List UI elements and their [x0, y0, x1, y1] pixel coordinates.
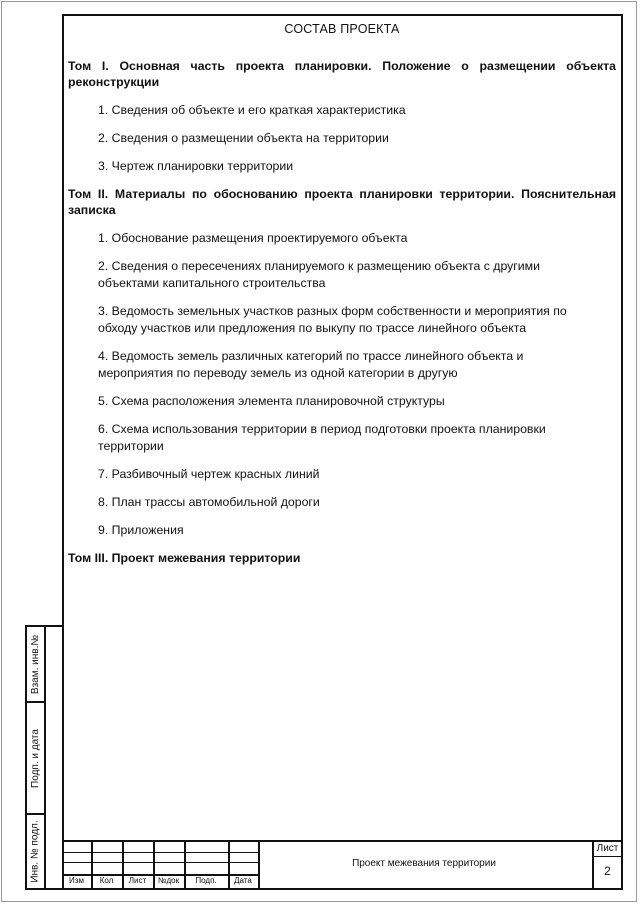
- stamp-header-izm: Изм: [69, 876, 84, 885]
- stamp-header-ndok: №док: [157, 876, 180, 885]
- volume-title: Том II. Материалы по обоснованию проекта планировки территории. Пояснительная записка: [68, 187, 616, 217]
- volume-title: Том I. Основная часть проекта планировки. Положение о размещении объекта реконструкции: [68, 59, 616, 89]
- side-label-inv: Инв. № подл.: [30, 820, 42, 883]
- volume-2: [68, 186, 616, 539]
- volume-title: Том III. Проект межевания территории: [68, 551, 301, 565]
- title-block: [62, 840, 623, 890]
- list-item: 6. Схема использования территории в период подготовки проекта планировки территории: [98, 422, 546, 453]
- list-item: 4. Ведомость земель различных категорий по трассе линейного объекта и мероприятия по переводу земель из одной категории в другую: [98, 349, 524, 380]
- stamp-header-data: Дата: [234, 876, 252, 885]
- document-title: СОСТАВ ПРОЕКТА: [284, 22, 400, 36]
- sheet-label: Лист: [596, 843, 619, 854]
- side-cell-podp: [27, 703, 44, 815]
- list-item: 3. Чертеж планировки территории: [98, 159, 294, 173]
- list-item: 1. Обоснование размещения проектируемого объекта: [98, 231, 408, 245]
- sheet-number: 2: [604, 864, 611, 878]
- list-item: 9. Приложения: [98, 523, 184, 537]
- list-item: 7. Разбивочный чертеж красных линий: [98, 467, 320, 481]
- stamp-header-kol: Кол: [99, 876, 114, 885]
- stamp-top-line: [62, 840, 623, 842]
- list-item: 3. Ведомость земельных участков разных форм собственности и мероприятия по обходу участков или предложения по выкупу по трассе линейного объекта: [98, 304, 567, 335]
- stamp-header-podp: Подп.: [195, 876, 217, 885]
- list-item: 8. План трассы автомобильной дороги: [98, 495, 320, 509]
- side-label-vzam: Взам. инв.№: [30, 634, 41, 694]
- stamp-title: Проект межевания территории: [352, 858, 496, 869]
- list-item: 1. Сведения об объекте и его краткая характеристика: [98, 103, 406, 117]
- stamp-sheet-line: [592, 856, 623, 857]
- list-item: 2. Сведения о пересечениях планируемого к размещению объекта с другими объектами капитального строительства: [98, 259, 540, 290]
- volume-3: [68, 550, 616, 566]
- stamp-header-list: Лист: [128, 876, 147, 885]
- side-strip-divider: [44, 627, 46, 888]
- list-item: 2. Сведения о размещении объекта на территории: [98, 131, 389, 145]
- side-label-podp: Подп. и дата: [30, 728, 41, 788]
- side-cell-inv: [27, 815, 44, 888]
- volume-1: [68, 58, 616, 175]
- side-cell-vzam: [27, 627, 44, 703]
- list-item: 5. Схема расположения элемента планировочной структуры: [98, 394, 445, 408]
- side-strip: [25, 625, 62, 890]
- document-content: [68, 22, 616, 578]
